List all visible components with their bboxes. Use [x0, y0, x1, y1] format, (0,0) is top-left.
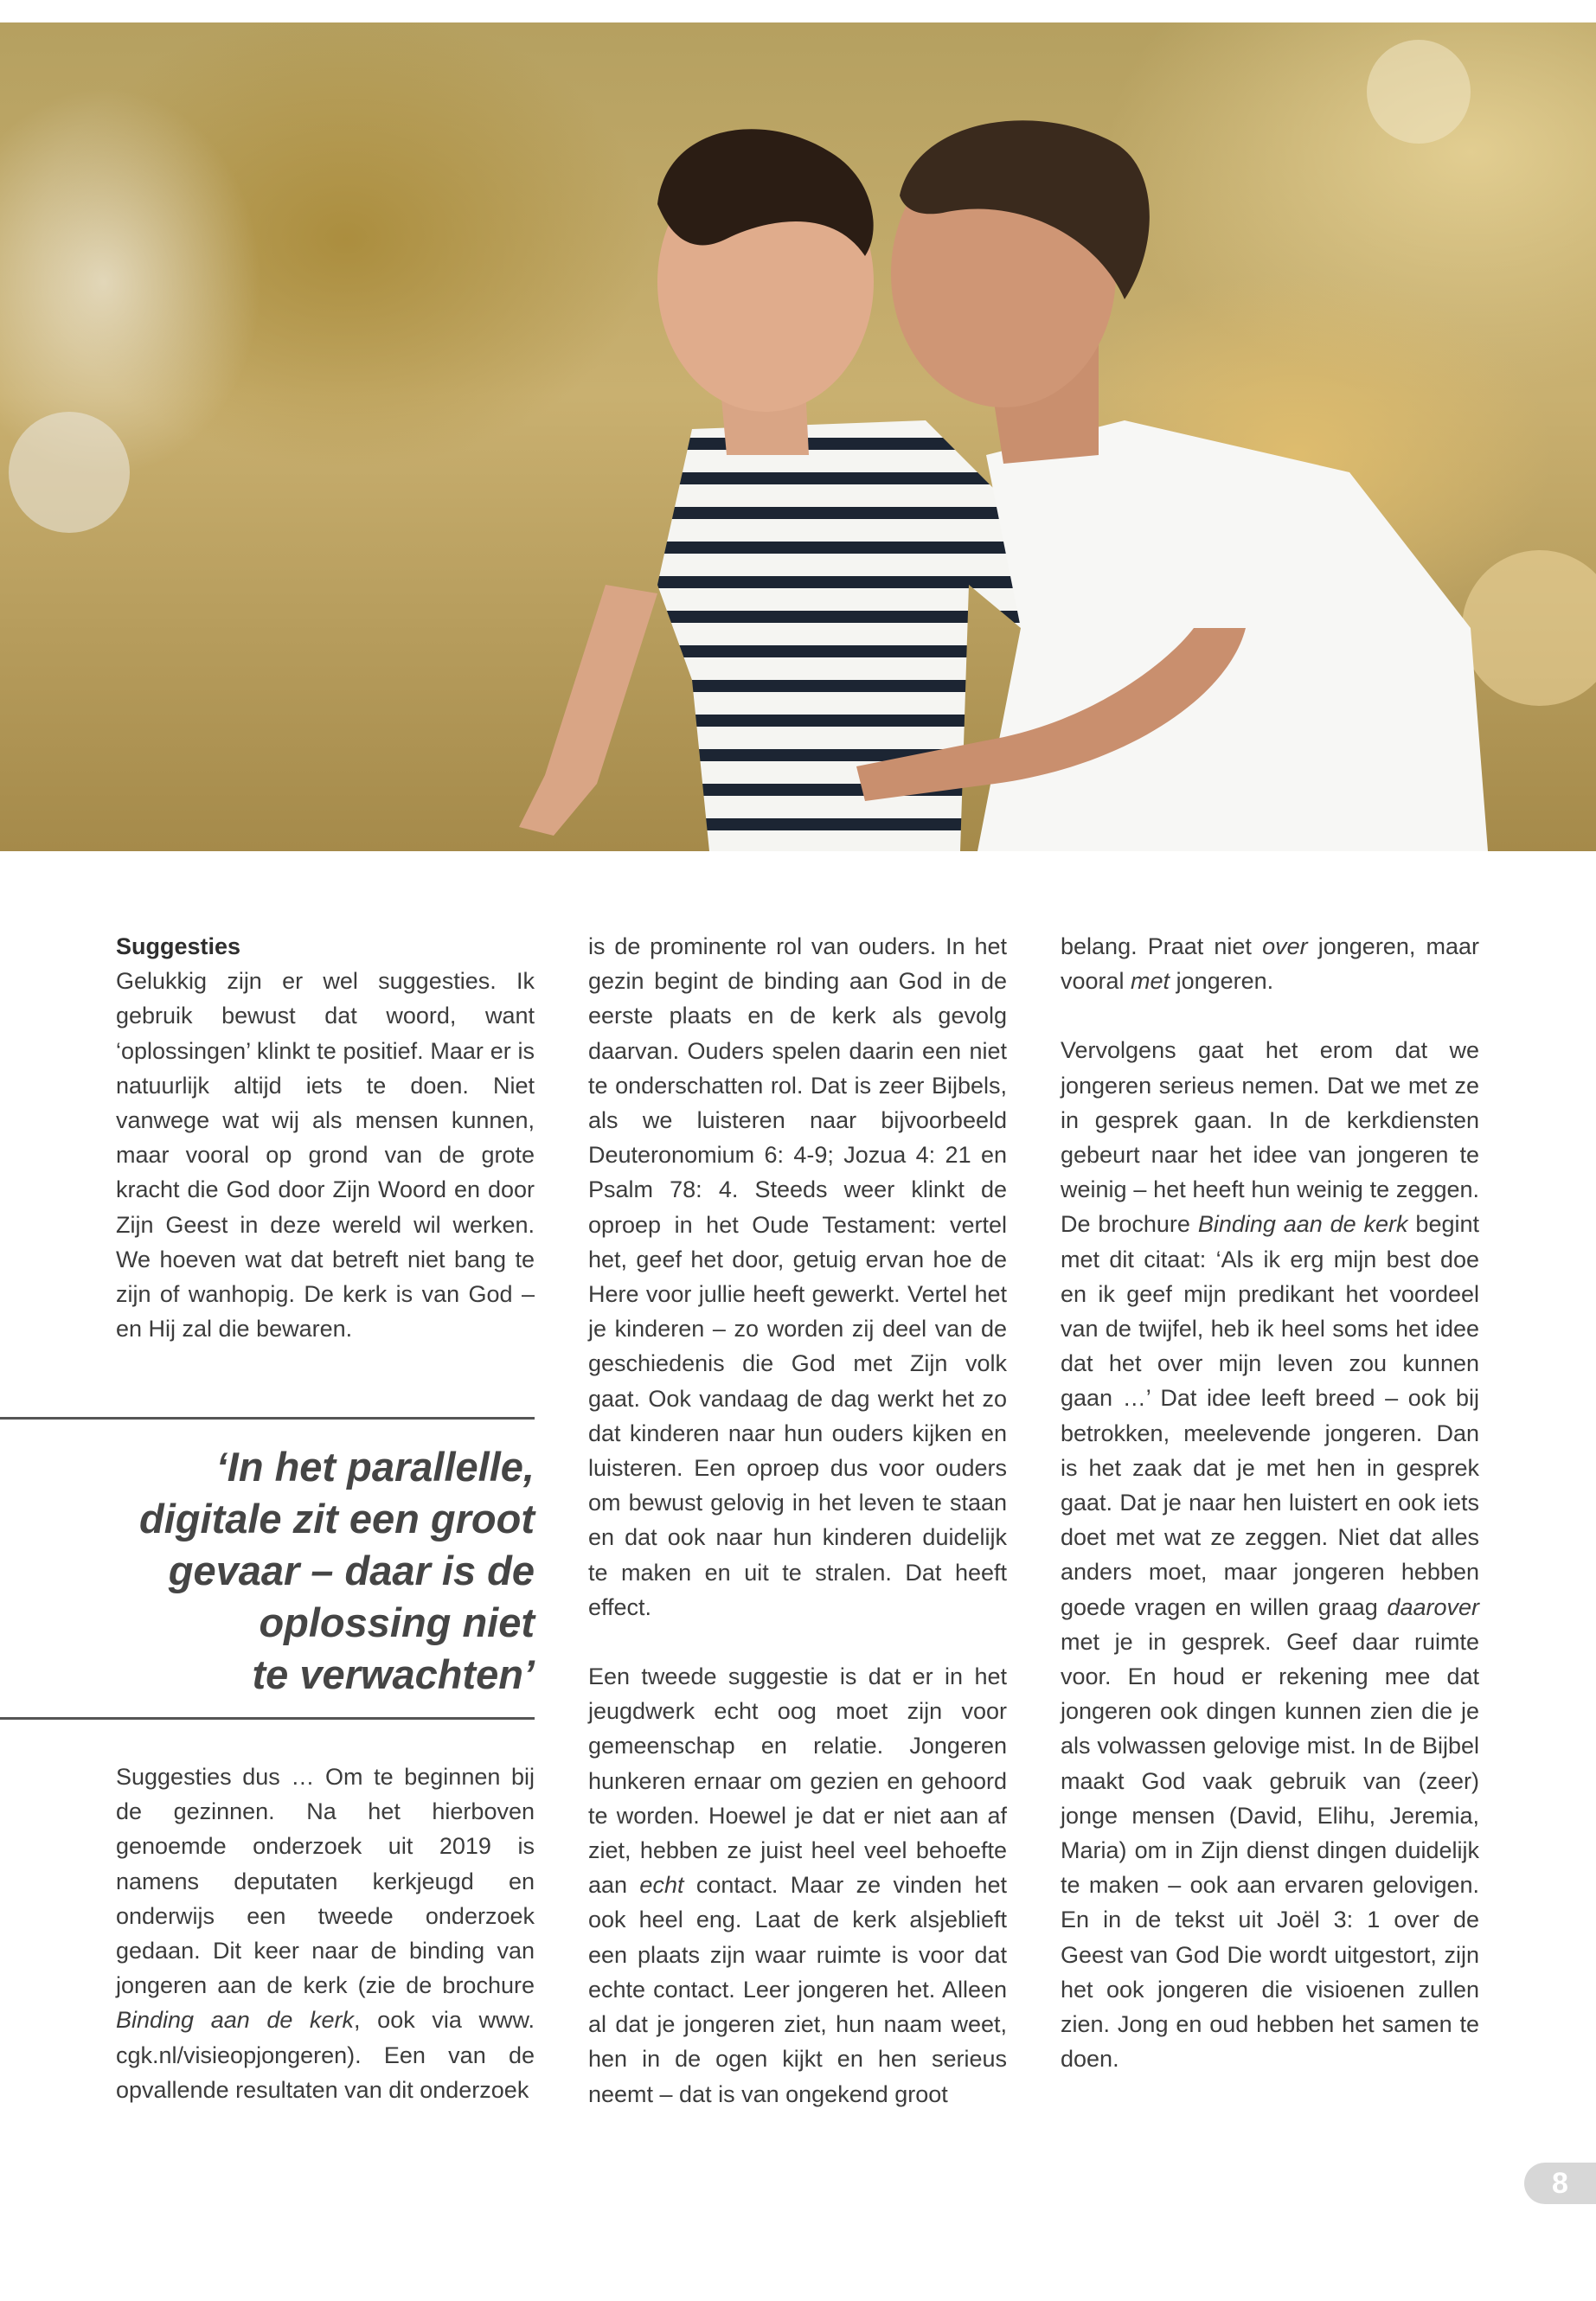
- text-column-1-continued: [116, 1759, 535, 2107]
- paragraph: is de prominente rol van ouders. In het gezin begint de binding aan God in de eerste plaats en de kerk als gevolg daarvan. Ouders spelen daarin een niet te onderschatten rol. Dat is zeer Bijbels, als we luisteren naar bijvoorbeeld Deuteronomium 6: 4-9; Jozua 4: 21 en Psalm 78: 4. Steeds weer klinkt de oproep in het Oude Testament: vertel het, geef het door, getuig ervan hoe de Here voor jullie heeft gewerkt. Vertel het je kinderen – zo worden zij deel van de geschiedenis die God met Zijn volk gaat. Ook vandaag de dag werkt het zo dat kinderen naar hun ouders kijken en luisteren. Een oproep dus voor ouders om bewust gelovig in het leven te staan en dat ook naar hun kinderen duidelijk te maken en uit te stralen. Dat heeft effect.: [588, 933, 1007, 1620]
- quote-top-rule: [0, 1417, 535, 1420]
- text-column-3: [1061, 929, 1479, 2077]
- pull-quote: [52, 1441, 535, 1701]
- paragraph: belang. Praat niet over jongeren, maar vooral met jongeren.: [1061, 933, 1479, 995]
- text-column-2: [588, 929, 1007, 2112]
- paragraph: Gelukkig zijn er wel suggesties. Ik gebruik bewust dat woord, want ‘oplossingen’ klinkt te positief. Maar er is natuurlijk altijd iets te doen. Niet vanwege wat wij als mensen kunnen, maar vooral op grond van de grote kracht die God door Zijn Woord en door Zijn Geest in deze wereld wil werken. We hoeven wat dat betreft niet bang te zijn of wanhopig. De kerk is van God – en Hij zal die bewaren.: [116, 968, 535, 1343]
- paragraph: Een tweede suggestie is dat er in het jeugdwerk echt oog moet zijn voor gemeenschap en relatie. Jongeren hunkeren ernaar om gezien en gehoord te worden. Hoewel je dat er niet aan af ziet, hebben ze juist heel veel behoefte aan echt contact. Maar ze vinden het ook heel eng. Laat de kerk alsjeblieft een plaats zijn waar ruimte is voor dat echte contact. Leer jongeren het. Alleen al dat je jongeren ziet, hun naam weet, hen in de ogen kijkt en hen serieus neemt – dat is van ongekend groot: [588, 1663, 1007, 2107]
- paragraph: Vervolgens gaat het erom dat we jongeren serieus nemen. Dat we met ze in gesprek gaan. In de kerkdiensten gebeurt naar het idee van jongeren te weinig – het heeft hun weinig te zeggen. De brochure Binding aan de kerk begint met dit citaat: ‘Als ik erg mijn best doe en ik geef mijn predikant het voordeel van de twijfel, heb ik heel soms het idee dat het over mijn leven zou kunnen gaan …’ Dat idee leeft breed – ook bij betrokken, meelevende jongeren. Dan is het zaak dat je met hen in gesprek gaat. Dat je naar hen luistert en ook iets doet met wat ze zeggen. Niet dat alles anders moet, maar jongeren hebben goede vragen en willen graag daarover met je in gesprek. Geef daar ruimte voor. En houd er rekening mee dat jongeren ook dingen kunnen zien die je als volwassen gelovige mist. In de Bijbel maakt God vaak gebruik van (zeer) jonge mensen (David, Elihu, Jeremia, Maria) om in Zijn dienst dingen duidelijk te maken – ook aan ervaren gelovigen. En in de tekst uit Joël 3: 1 over de Geest van God Die wordt uitgestort, zijn het ook jongeren die visioenen zullen zien. Jong en oud hebben het samen te doen.: [1061, 1037, 1479, 2073]
- header-photo: [0, 22, 1596, 851]
- section-heading: Suggesties: [116, 933, 241, 959]
- quote-bottom-rule: [0, 1717, 535, 1720]
- photo-two-men-walking-icon: [0, 22, 1596, 851]
- pull-quote-line: gevaar – daar is de: [168, 1548, 535, 1593]
- paragraph: Suggesties dus … Om te beginnen bij de gezinnen. Na het hierboven genoemde onderzoek uit 2019 is namens deputaten kerkjeugd en onderwijs een tweede onderzoek gedaan. Dit keer naar de binding van jongeren aan de kerk (zie de brochure Binding aan de kerk, ook via www. cgk.nl/visieopjongeren). Een van de opvallende resultaten van dit onderzoek: [116, 1764, 535, 2103]
- page-number: 8: [1524, 2163, 1596, 2204]
- pull-quote-line: te verwachten’: [252, 1651, 535, 1697]
- pull-quote-line: oplossing niet: [259, 1599, 535, 1645]
- pull-quote-line: ‘In het parallelle,: [215, 1444, 535, 1490]
- text-column-1: [116, 929, 535, 1346]
- pull-quote-line: digitale zit een groot: [139, 1496, 535, 1541]
